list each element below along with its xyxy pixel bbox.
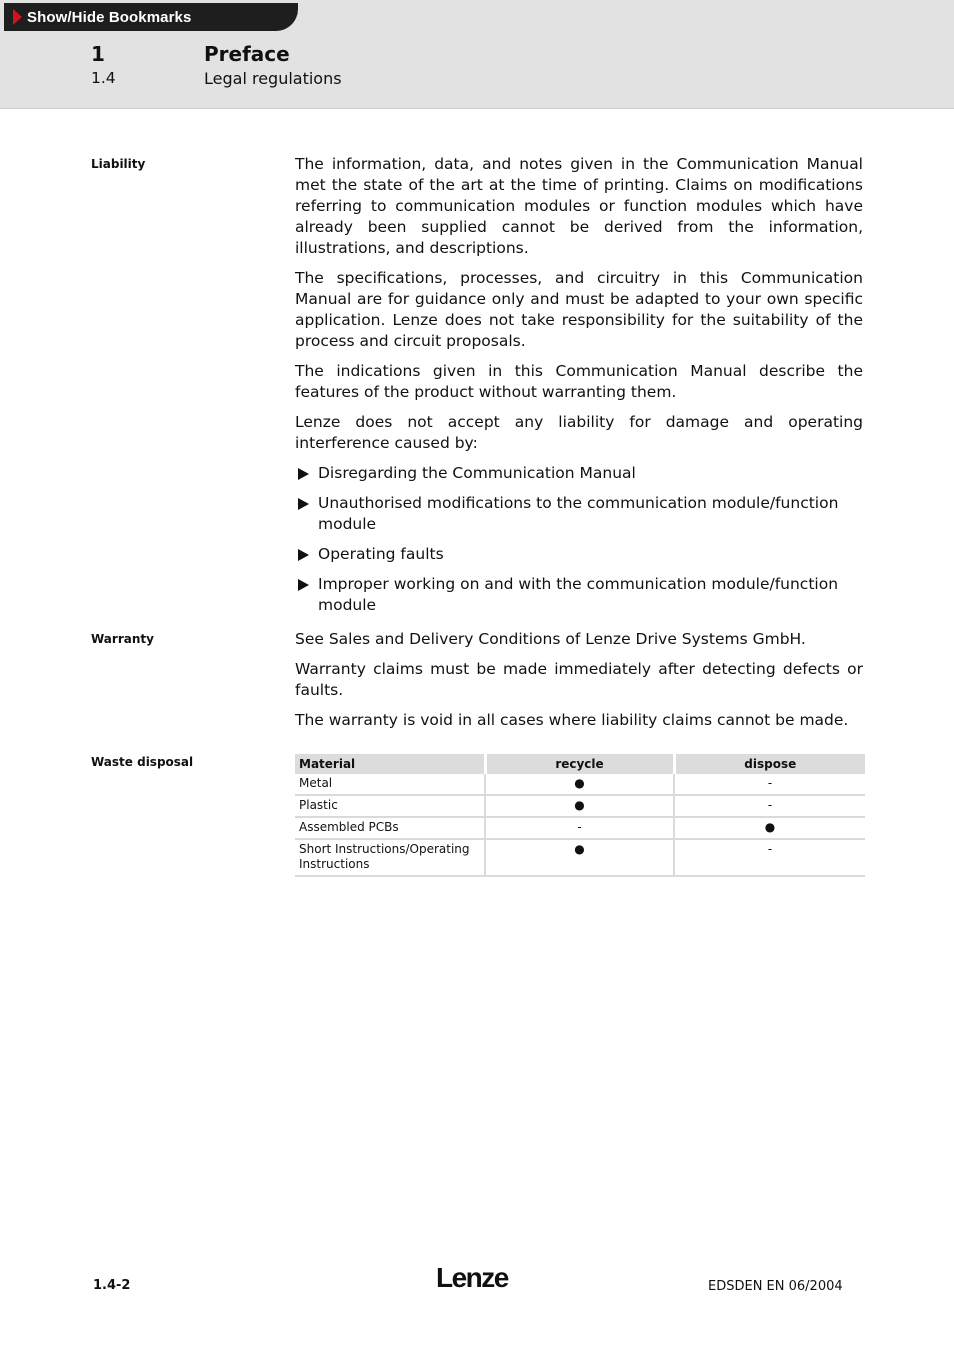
column-header-material: Material xyxy=(295,754,485,774)
waste-disposal-heading: Waste disposal xyxy=(91,755,194,769)
section-title: Legal regulations xyxy=(204,69,342,88)
triangle-bullet-icon xyxy=(298,498,309,510)
table-row xyxy=(295,817,865,839)
table-row xyxy=(295,795,865,817)
dispose-cell: ● xyxy=(674,817,865,839)
liability-paragraph: The indications given in this Communication Manual describe the features of the product without warranting them. xyxy=(295,362,863,401)
list-item xyxy=(295,544,863,565)
dispose-cell: - xyxy=(674,795,865,817)
liability-paragraph: The specifications, processes, and circuitry in this Communication Manual are for guidance only and must be adapted to your own specific application. Lenze does not take responsibility for the suitability of the process and circuit proposals. xyxy=(295,269,863,350)
recycle-cell: ● xyxy=(485,839,674,876)
table-row xyxy=(295,839,865,876)
triangle-bullet-icon xyxy=(298,468,309,480)
liability-heading: Liability xyxy=(91,157,146,171)
chapter-number: 1 xyxy=(91,42,105,66)
list-item-text: Improper working on and with the communication module/function module xyxy=(318,575,839,614)
column-header-recycle: recycle xyxy=(485,754,674,774)
triangle-bullet-icon xyxy=(298,549,309,561)
waste-disposal-table xyxy=(295,754,865,877)
liability-bullet-list xyxy=(295,463,863,616)
page-header xyxy=(0,0,954,109)
dispose-cell: - xyxy=(674,839,865,876)
warranty-paragraph: See Sales and Delivery Conditions of Lenze Drive Systems GmbH. xyxy=(295,630,806,648)
document-code: EDSDEN EN 06/2004 xyxy=(708,1279,843,1294)
lenze-logo: Lenze xyxy=(436,1262,508,1293)
material-cell: Short Instructions/Operating Instructions xyxy=(295,839,485,876)
liability-paragraph: Lenze does not accept any liability for damage and operating interference caused by: xyxy=(295,413,863,452)
list-item-text: Unauthorised modifications to the communication module/function module xyxy=(318,494,839,533)
table-row xyxy=(295,774,865,795)
list-item-text: Operating faults xyxy=(318,545,444,563)
recycle-cell: - xyxy=(485,817,674,839)
dispose-cell: - xyxy=(674,774,865,795)
warranty-heading: Warranty xyxy=(91,632,154,646)
page-number: 1.4-2 xyxy=(93,1278,131,1293)
recycle-cell: ● xyxy=(485,774,674,795)
warranty-section xyxy=(295,629,863,740)
warranty-paragraph: Warranty claims must be made immediately after detecting defects or faults. xyxy=(295,660,863,699)
show-hide-bookmarks-button[interactable] xyxy=(4,3,298,31)
list-item xyxy=(295,463,863,484)
material-cell: Assembled PCBs xyxy=(295,817,485,839)
bookmarks-label: Show/Hide Bookmarks xyxy=(27,8,192,26)
column-header-dispose: dispose xyxy=(674,754,865,774)
section-number: 1.4 xyxy=(91,69,116,87)
list-item-text: Disregarding the Communication Manual xyxy=(318,464,636,482)
material-cell: Plastic xyxy=(295,795,485,817)
recycle-cell: ● xyxy=(485,795,674,817)
list-item xyxy=(295,493,863,535)
table-header-row xyxy=(295,754,865,774)
chapter-title: Preface xyxy=(204,42,290,66)
warranty-paragraph: The warranty is void in all cases where liability claims cannot be made. xyxy=(295,711,849,729)
triangle-bullet-icon xyxy=(298,579,309,591)
material-cell: Metal xyxy=(295,774,485,795)
liability-section xyxy=(295,154,863,625)
liability-paragraph: The information, data, and notes given in the Communication Manual met the state of the art at the time of printing. Claims on modifications referring to communication modules or function modules which have already been supplied cannot be derived from the information, illustrations, and descriptions. xyxy=(295,155,863,257)
arrow-right-icon xyxy=(13,9,22,25)
list-item xyxy=(295,574,863,616)
